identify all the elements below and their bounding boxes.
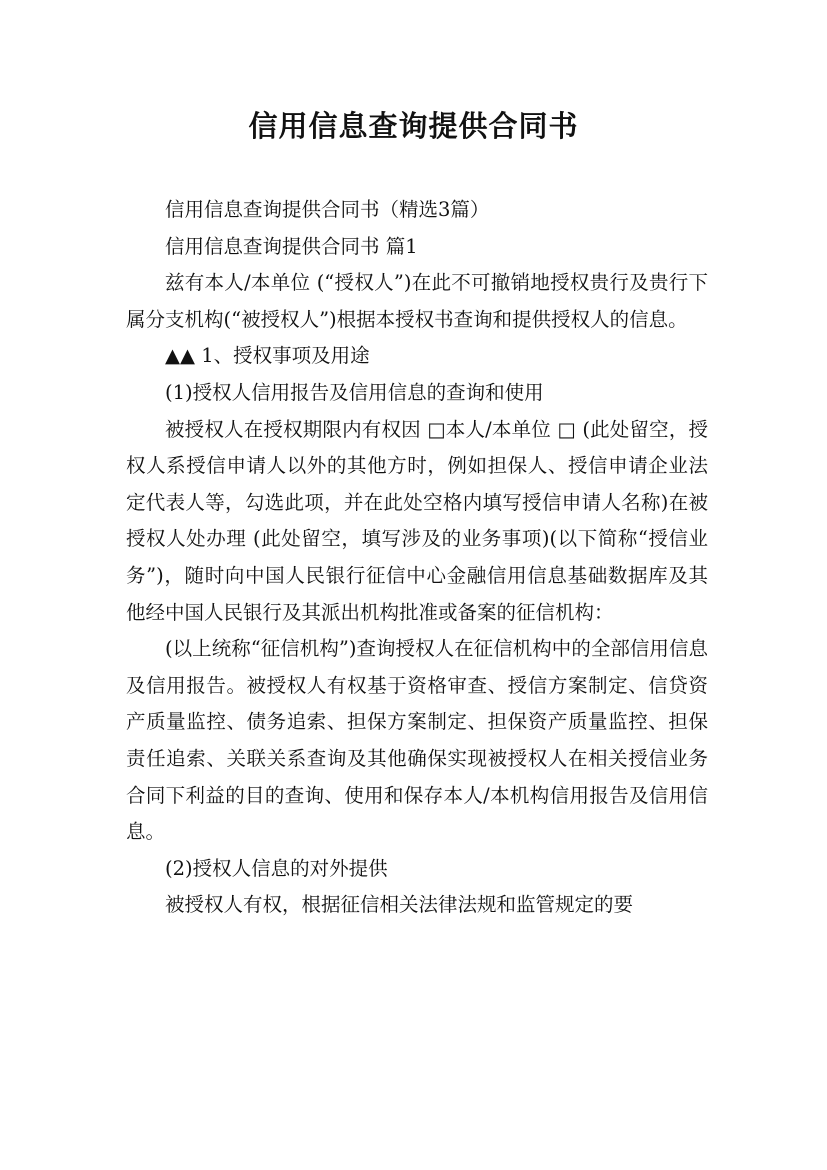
paragraph-collection-heading: 信用信息查询提供合同书（精选3篇） bbox=[165, 198, 490, 221]
subsection-heading-credit-report-query: (1)授权人信用报告及信用信息的查询和使用 bbox=[165, 380, 544, 404]
document-title: 信用信息查询提供合同书 bbox=[248, 109, 579, 143]
document-body bbox=[126, 192, 708, 924]
paragraph-authorization-statement: 兹有本人/本单位 (“授权人”)在此不可撤销地授权贵行及贵行下属分支机构(“被授权人”)根据本授权书查询和提供授权人的信息。 bbox=[126, 271, 708, 331]
section-heading-authorization-scope: ▲▲ 1、授权事项及用途 bbox=[165, 344, 370, 368]
subsection-heading-information-provision: (2)授权人信息的对外提供 bbox=[165, 856, 388, 880]
paragraph-article-heading: 信用信息查询提供合同书 篇1 bbox=[165, 234, 418, 258]
paragraph-credit-agencies: (以上统称“征信机构”)查询授权人在征信机构中的全部信用信息及信用报告。被授权人有权基于资格审查、授信方案制定、信贷资产质量监控、债务追索、担保方案制定、担保资产质量监控、担保责任追索、关联关系查询及其他确保实现被授权人在相关授信业务合同下利益的目的查询、使用和保存本人/本机构信用报告及信用信息。 bbox=[126, 637, 708, 844]
paragraph-query-authorization: 被授权人在授权期限内有权因 □本人/本单位 □ (此处留空，授权人系授信申请人以外的其他方时，例如担保人、授信申请企业法定代表人等，勾选此项，并在此处空格内填写授信申请人名称)在被授权人处办理 (此处留空，填写涉及的业务事项)(以下简称“授信业务”)，随时向中国人民银行征信中心金融信用信息基础数据库及其他经中国人民银行及其派出机构批准或备案的征信机构： bbox=[126, 417, 708, 624]
paragraph-information-provision: 被授权人有权，根据征信相关法律法规和监管规定的要 bbox=[165, 893, 634, 917]
